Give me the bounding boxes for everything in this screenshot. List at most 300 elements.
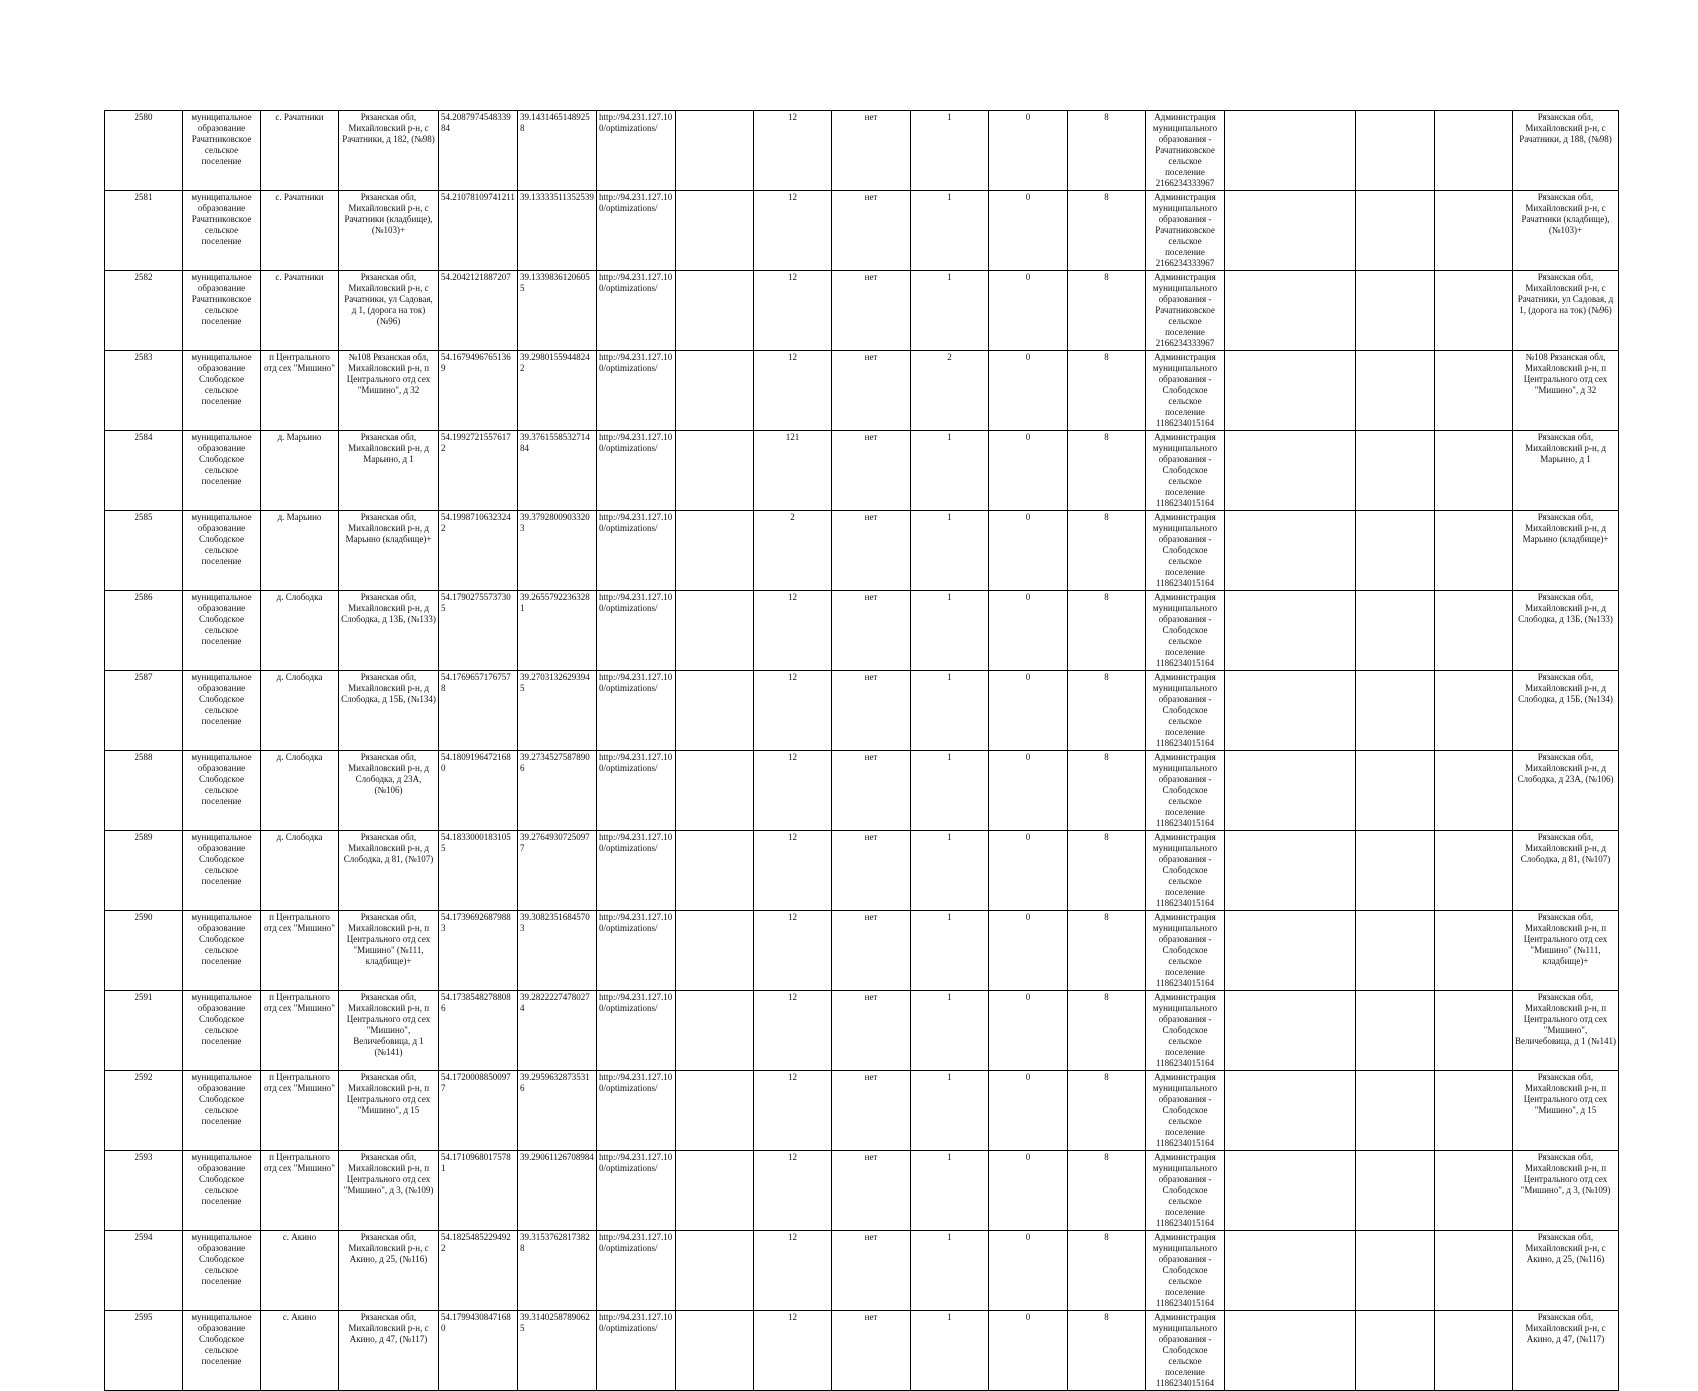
cell-longitude: 39.30823516845703	[518, 911, 597, 991]
cell-latitude: 54.17109680175781	[439, 1151, 518, 1231]
table-row	[105, 1071, 1619, 1151]
cell-empty	[1435, 1071, 1513, 1151]
cell-empty	[676, 1151, 754, 1231]
cell-owner: Администрация муниципального образования - Рачатниковское сельское поселение 2166234333967	[1146, 191, 1225, 271]
cell-containers: 1	[911, 111, 989, 191]
cell-cover: нет	[832, 271, 911, 351]
cell-cover: нет	[832, 511, 911, 591]
cell-cover: нет	[832, 1311, 911, 1391]
cell-empty	[1225, 271, 1356, 351]
cell-empty	[1225, 991, 1356, 1071]
cell-source-address: Рязанская обл, Михайловский р-н, п Центрального отд сех "Мишино" (№111, кладбище)+	[1513, 911, 1619, 991]
cell-link: http://94.231.127.100/optimizations/	[597, 751, 676, 831]
cell-latitude: 54.17385482788086	[439, 991, 518, 1071]
cell-area: 121	[754, 431, 832, 511]
cell-area: 12	[754, 1071, 832, 1151]
cell-link: http://94.231.127.100/optimizations/	[597, 351, 676, 431]
cell-empty	[1225, 351, 1356, 431]
cell-number: 2586	[105, 591, 183, 671]
cell-planned: 0	[989, 751, 1068, 831]
cell-municipality: муниципальное образование Слободское сельское поселение	[183, 911, 261, 991]
cell-source-address: Рязанская обл, Михайловский р-н, д Слободка, д 13Б, (№133)	[1513, 591, 1619, 671]
cell-latitude: 54.17994308471680	[439, 1311, 518, 1391]
cell-planned: 0	[989, 351, 1068, 431]
cell-empty	[1356, 831, 1435, 911]
cell-planned: 0	[989, 271, 1068, 351]
cell-owner: Администрация муниципального образования - Слободское сельское поселение 1186234015164	[1146, 1151, 1225, 1231]
cell-owner: Администрация муниципального образования - Слободское сельское поселение 1186234015164	[1146, 351, 1225, 431]
cell-cover: нет	[832, 751, 911, 831]
cell-owner: Администрация муниципального образования - Слободское сельское поселение 1186234015164	[1146, 831, 1225, 911]
cell-empty	[1435, 751, 1513, 831]
cell-empty	[676, 1231, 754, 1311]
cell-locality: д. Марьино	[261, 431, 339, 511]
cell-empty	[1356, 591, 1435, 671]
cell-municipality: муниципальное образование Слободское сельское поселение	[183, 511, 261, 591]
cell-address: Рязанская обл, Михайловский р-н, д Марьино, д 1	[339, 431, 439, 511]
cell-latitude: 54.18330001831055	[439, 831, 518, 911]
cell-empty	[1225, 1151, 1356, 1231]
cell-empty	[1435, 911, 1513, 991]
cell-locality: п Центрального отд сех "Мишино"	[261, 1071, 339, 1151]
table-row	[105, 591, 1619, 671]
cell-containers: 1	[911, 1151, 989, 1231]
cell-volume: 8	[1068, 1071, 1146, 1151]
cell-address: Рязанская обл, Михайловский р-н, с Рачатники, д 182, (№98)	[339, 111, 439, 191]
cell-municipality: муниципальное образование Слободское сельское поселение	[183, 991, 261, 1071]
cell-owner: Администрация муниципального образования - Рачатниковское сельское поселение 2166234333967	[1146, 111, 1225, 191]
cell-address: Рязанская обл, Михайловский р-н, д Слободка, д 81, (№107)	[339, 831, 439, 911]
cell-empty	[1225, 1231, 1356, 1311]
cell-area: 12	[754, 591, 832, 671]
cell-empty	[1356, 1151, 1435, 1231]
cell-longitude: 39.31402587890625	[518, 1311, 597, 1391]
cell-empty	[1356, 351, 1435, 431]
cell-empty	[1225, 911, 1356, 991]
cell-volume: 8	[1068, 351, 1146, 431]
cell-empty	[676, 671, 754, 751]
cell-owner: Администрация муниципального образования - Слободское сельское поселение 1186234015164	[1146, 1071, 1225, 1151]
cell-area: 12	[754, 1231, 832, 1311]
cell-number: 2595	[105, 1311, 183, 1391]
cell-latitude: 54.16794967651369	[439, 351, 518, 431]
cell-cover: нет	[832, 351, 911, 431]
cell-area: 12	[754, 1311, 832, 1391]
cell-source-address: Рязанская обл, Михайловский р-н, д Слободка, д 23А, (№106)	[1513, 751, 1619, 831]
cell-empty	[1356, 991, 1435, 1071]
cell-source-address: Рязанская обл, Михайловский р-н, п Центрального отд сех "Мишино", д 15	[1513, 1071, 1619, 1151]
table-row	[105, 831, 1619, 911]
cell-longitude: 39.27649307250977	[518, 831, 597, 911]
cell-source-address: Рязанская обл, Михайловский р-н, с Рачатники (кладбище), (№103)+	[1513, 191, 1619, 271]
cell-empty	[1356, 511, 1435, 591]
cell-longitude: 39.27345275878906	[518, 751, 597, 831]
cell-source-address: Рязанская обл, Михайловский р-н, с Рачатники, д 188, (№98)	[1513, 111, 1619, 191]
cell-empty	[1435, 991, 1513, 1071]
cell-address: Рязанская обл, Михайловский р-н, с Акино, д 25, (№116)	[339, 1231, 439, 1311]
cell-longitude: 39.27031326293945	[518, 671, 597, 751]
table-row	[105, 1311, 1619, 1391]
cell-cover: нет	[832, 1071, 911, 1151]
cell-containers: 1	[911, 831, 989, 911]
cell-number: 2581	[105, 191, 183, 271]
cell-locality: д. Слободка	[261, 591, 339, 671]
cell-source-address: Рязанская обл, Михайловский р-н, п Центрального отд сех "Мишино", д 3, (№109)	[1513, 1151, 1619, 1231]
cell-locality: д. Слободка	[261, 751, 339, 831]
cell-planned: 0	[989, 431, 1068, 511]
cell-municipality: муниципальное образование Слободское сельское поселение	[183, 1231, 261, 1311]
cell-source-address: Рязанская обл, Михайловский р-н, д Слободка, д 81, (№107)	[1513, 831, 1619, 911]
cell-latitude: 54.18091964721680	[439, 751, 518, 831]
cell-number: 2590	[105, 911, 183, 991]
cell-address: Рязанская обл, Михайловский р-н, п Центрального отд сех "Мишино", д 15	[339, 1071, 439, 1151]
cell-source-address: Рязанская обл, Михайловский р-н, с Акино, д 25, (№116)	[1513, 1231, 1619, 1311]
cell-area: 12	[754, 671, 832, 751]
cell-empty	[1356, 911, 1435, 991]
cell-owner: Администрация муниципального образования - Слободское сельское поселение 1186234015164	[1146, 671, 1225, 751]
cell-containers: 1	[911, 671, 989, 751]
cell-address: №108 Рязанская обл, Михайловский р-н, п Центрального отд сех "Мишино", д 32	[339, 351, 439, 431]
table-row	[105, 271, 1619, 351]
cell-area: 2	[754, 511, 832, 591]
cell-volume: 8	[1068, 111, 1146, 191]
cell-planned: 0	[989, 511, 1068, 591]
cell-longitude: 39.26557922363281	[518, 591, 597, 671]
cell-empty	[676, 1311, 754, 1391]
cell-owner: Администрация муниципального образования - Слободское сельское поселение 1186234015164	[1146, 991, 1225, 1071]
cell-empty	[1435, 1231, 1513, 1311]
cell-link: http://94.231.127.100/optimizations/	[597, 431, 676, 511]
cell-planned: 0	[989, 1311, 1068, 1391]
cell-volume: 8	[1068, 511, 1146, 591]
table-row	[105, 111, 1619, 191]
cell-link: http://94.231.127.100/optimizations/	[597, 511, 676, 591]
cell-latitude: 54.19987106323242	[439, 511, 518, 591]
cell-area: 12	[754, 271, 832, 351]
cell-containers: 1	[911, 431, 989, 511]
cell-municipality: муниципальное образование Слободское сельское поселение	[183, 591, 261, 671]
cell-volume: 8	[1068, 671, 1146, 751]
cell-source-address: Рязанская обл, Михайловский р-н, д Слободка, д 15Б, (№134)	[1513, 671, 1619, 751]
cell-address: Рязанская обл, Михайловский р-н, д Слободка, д 13Б, (№133)	[339, 591, 439, 671]
cell-empty	[1356, 1231, 1435, 1311]
cell-longitude: 39.31537628173828	[518, 1231, 597, 1311]
cell-empty	[1435, 671, 1513, 751]
cell-empty	[1356, 1071, 1435, 1151]
cell-empty	[676, 911, 754, 991]
cell-empty	[676, 351, 754, 431]
cell-empty	[1225, 671, 1356, 751]
document-page	[104, 110, 1616, 1391]
cell-empty	[1435, 111, 1513, 191]
cell-empty	[676, 271, 754, 351]
cell-planned: 0	[989, 591, 1068, 671]
cell-owner: Администрация муниципального образования - Слободское сельское поселение 1186234015164	[1146, 591, 1225, 671]
cell-planned: 0	[989, 111, 1068, 191]
cell-link: http://94.231.127.100/optimizations/	[597, 911, 676, 991]
cell-containers: 1	[911, 271, 989, 351]
cell-longitude: 39.14314651489258	[518, 111, 597, 191]
cell-locality: п Центрального отд сех "Мишино"	[261, 991, 339, 1071]
cell-area: 12	[754, 111, 832, 191]
cell-municipality: муниципальное образование Слободское сельское поселение	[183, 1151, 261, 1231]
cell-locality: д. Марьино	[261, 511, 339, 591]
cell-empty	[1435, 351, 1513, 431]
cell-empty	[1435, 431, 1513, 511]
cell-containers: 1	[911, 591, 989, 671]
cell-empty	[1356, 671, 1435, 751]
cell-area: 12	[754, 831, 832, 911]
cell-owner: Администрация муниципального образования - Слободское сельское поселение 1186234015164	[1146, 1311, 1225, 1391]
cell-planned: 0	[989, 1231, 1068, 1311]
cell-empty	[1225, 1071, 1356, 1151]
cell-empty	[676, 591, 754, 671]
cell-link: http://94.231.127.100/optimizations/	[597, 1071, 676, 1151]
cell-locality: с. Акино	[261, 1311, 339, 1391]
cell-address: Рязанская обл, Михайловский р-н, д Слободка, д 23А, (№106)	[339, 751, 439, 831]
cell-longitude: 39.29596328735316	[518, 1071, 597, 1151]
cell-municipality: муниципальное образование Слободское сельское поселение	[183, 1071, 261, 1151]
cell-number: 2589	[105, 831, 183, 911]
cell-owner: Администрация муниципального образования - Слободское сельское поселение 1186234015164	[1146, 511, 1225, 591]
cell-link: http://94.231.127.100/optimizations/	[597, 271, 676, 351]
cell-empty	[1435, 831, 1513, 911]
cell-planned: 0	[989, 1071, 1068, 1151]
cell-number: 2593	[105, 1151, 183, 1231]
cell-cover: нет	[832, 1231, 911, 1311]
cell-empty	[1225, 1311, 1356, 1391]
cell-locality: п Центрального отд сех "Мишино"	[261, 351, 339, 431]
table-row	[105, 911, 1619, 991]
cell-source-address: Рязанская обл, Михайловский р-н, д Марьино (кладбище)+	[1513, 511, 1619, 591]
cell-empty	[676, 1071, 754, 1151]
cell-latitude: 54.17200088500977	[439, 1071, 518, 1151]
cell-source-address: №108 Рязанская обл, Михайловский р-н, п Центрального отд сех "Мишино", д 32	[1513, 351, 1619, 431]
cell-number: 2580	[105, 111, 183, 191]
cell-planned: 0	[989, 831, 1068, 911]
cell-empty	[1225, 431, 1356, 511]
cell-empty	[1356, 111, 1435, 191]
cell-number: 2584	[105, 431, 183, 511]
cell-link: http://94.231.127.100/optimizations/	[597, 1311, 676, 1391]
cell-cover: нет	[832, 671, 911, 751]
cell-empty	[1435, 591, 1513, 671]
cell-owner: Администрация муниципального образования - Слободское сельское поселение 1186234015164	[1146, 911, 1225, 991]
cell-containers: 2	[911, 351, 989, 431]
cell-area: 12	[754, 351, 832, 431]
cell-municipality: муниципальное образование Рачатниковское сельское поселение	[183, 191, 261, 271]
cell-planned: 0	[989, 191, 1068, 271]
cell-municipality: муниципальное образование Слободское сельское поселение	[183, 351, 261, 431]
cell-empty	[1435, 1311, 1513, 1391]
cell-locality: д. Слободка	[261, 831, 339, 911]
cell-volume: 8	[1068, 591, 1146, 671]
cell-volume: 8	[1068, 831, 1146, 911]
cell-cover: нет	[832, 991, 911, 1071]
cell-planned: 0	[989, 911, 1068, 991]
cell-address: Рязанская обл, Михайловский р-н, п Центрального отд сех "Мишино" (№111, кладбище)+	[339, 911, 439, 991]
cell-locality: с. Рачатники	[261, 111, 339, 191]
cell-empty	[1225, 831, 1356, 911]
table-row	[105, 751, 1619, 831]
cell-planned: 0	[989, 671, 1068, 751]
cell-number: 2587	[105, 671, 183, 751]
cell-owner: Администрация муниципального образования - Рачатниковское сельское поселение 2166234333967	[1146, 271, 1225, 351]
cell-locality: п Центрального отд сех "Мишино"	[261, 1151, 339, 1231]
cell-municipality: муниципальное образование Слободское сельское поселение	[183, 671, 261, 751]
cell-volume: 8	[1068, 911, 1146, 991]
cell-longitude: 39.37928009033203	[518, 511, 597, 591]
cell-latitude: 54.21078109741211	[439, 191, 518, 271]
table-row	[105, 1151, 1619, 1231]
cell-empty	[676, 111, 754, 191]
cell-link: http://94.231.127.100/optimizations/	[597, 191, 676, 271]
cell-municipality: муниципальное образование Рачатниковское сельское поселение	[183, 271, 261, 351]
cell-address: Рязанская обл, Михайловский р-н, с Рачатники (кладбище), (№103)+	[339, 191, 439, 271]
cell-owner: Администрация муниципального образования - Слободское сельское поселение 1186234015164	[1146, 1231, 1225, 1311]
cell-cover: нет	[832, 431, 911, 511]
cell-containers: 1	[911, 1231, 989, 1311]
cell-address: Рязанская обл, Михайловский р-н, д Слободка, д 15Б, (№134)	[339, 671, 439, 751]
cell-area: 12	[754, 1151, 832, 1231]
cell-planned: 0	[989, 1151, 1068, 1231]
cell-cover: нет	[832, 191, 911, 271]
cell-number: 2582	[105, 271, 183, 351]
cell-volume: 8	[1068, 1311, 1146, 1391]
table-row	[105, 1231, 1619, 1311]
cell-empty	[1356, 751, 1435, 831]
cell-address: Рязанская обл, Михайловский р-н, с Рачатники, ул Садовая, д 1, (дорога на ток) (№96)	[339, 271, 439, 351]
cell-number: 2594	[105, 1231, 183, 1311]
cell-number: 2583	[105, 351, 183, 431]
cell-empty	[676, 431, 754, 511]
cell-empty	[676, 991, 754, 1071]
cell-empty	[1225, 191, 1356, 271]
cell-latitude: 54.18254852294922	[439, 1231, 518, 1311]
cell-volume: 8	[1068, 431, 1146, 511]
cell-volume: 8	[1068, 191, 1146, 271]
cell-empty	[1356, 431, 1435, 511]
cell-empty	[1356, 271, 1435, 351]
cell-address: Рязанская обл, Михайловский р-н, д Марьино (кладбище)+	[339, 511, 439, 591]
cell-longitude: 39.29801559448242	[518, 351, 597, 431]
cell-latitude: 54.17696571767578	[439, 671, 518, 751]
cell-number: 2588	[105, 751, 183, 831]
cell-longitude: 39.376155853271484	[518, 431, 597, 511]
cell-longitude: 39.29061126708984	[518, 1151, 597, 1231]
cell-locality: с. Акино	[261, 1231, 339, 1311]
cell-containers: 1	[911, 1071, 989, 1151]
cell-empty	[676, 191, 754, 271]
cell-municipality: муниципальное образование Рачатниковское сельское поселение	[183, 111, 261, 191]
cell-latitude: 54.17902755737305	[439, 591, 518, 671]
cell-link: http://94.231.127.100/optimizations/	[597, 831, 676, 911]
cell-latitude: 54.2042121887207	[439, 271, 518, 351]
cell-area: 12	[754, 911, 832, 991]
cell-cover: нет	[832, 911, 911, 991]
cell-containers: 1	[911, 191, 989, 271]
cell-link: http://94.231.127.100/optimizations/	[597, 671, 676, 751]
cell-municipality: муниципальное образование Слободское сельское поселение	[183, 431, 261, 511]
cell-link: http://94.231.127.100/optimizations/	[597, 111, 676, 191]
cell-longitude: 39.28222274780274	[518, 991, 597, 1071]
cell-volume: 8	[1068, 991, 1146, 1071]
cell-locality: д. Слободка	[261, 671, 339, 751]
cell-empty	[676, 831, 754, 911]
cell-empty	[1225, 591, 1356, 671]
cell-longitude: 39.13333511352539	[518, 191, 597, 271]
cell-empty	[1435, 1151, 1513, 1231]
cell-area: 12	[754, 751, 832, 831]
cell-empty	[1356, 1311, 1435, 1391]
cell-containers: 1	[911, 911, 989, 991]
cell-source-address: Рязанская обл, Михайловский р-н, д Марьино, д 1	[1513, 431, 1619, 511]
cell-latitude: 54.208797454833984	[439, 111, 518, 191]
cell-empty	[1225, 751, 1356, 831]
registry-table	[104, 110, 1619, 1391]
cell-empty	[1356, 191, 1435, 271]
cell-volume: 8	[1068, 751, 1146, 831]
cell-containers: 1	[911, 1311, 989, 1391]
cell-volume: 8	[1068, 271, 1146, 351]
cell-area: 12	[754, 191, 832, 271]
cell-link: http://94.231.127.100/optimizations/	[597, 591, 676, 671]
cell-latitude: 54.19927215576172	[439, 431, 518, 511]
table-row	[105, 431, 1619, 511]
table-row	[105, 351, 1619, 431]
cell-link: http://94.231.127.100/optimizations/	[597, 991, 676, 1071]
cell-cover: нет	[832, 591, 911, 671]
cell-latitude: 54.17396926879883	[439, 911, 518, 991]
cell-longitude: 39.13398361206055	[518, 271, 597, 351]
cell-empty	[676, 511, 754, 591]
cell-cover: нет	[832, 1151, 911, 1231]
cell-source-address: Рязанская обл, Михайловский р-н, с Акино, д 47, (№117)	[1513, 1311, 1619, 1391]
table-row	[105, 511, 1619, 591]
cell-municipality: муниципальное образование Слободское сельское поселение	[183, 751, 261, 831]
cell-link: http://94.231.127.100/optimizations/	[597, 1151, 676, 1231]
table-row	[105, 191, 1619, 271]
cell-planned: 0	[989, 991, 1068, 1071]
cell-number: 2585	[105, 511, 183, 591]
cell-empty	[676, 751, 754, 831]
registry-table-body	[105, 111, 1619, 1391]
table-row	[105, 671, 1619, 751]
cell-number: 2592	[105, 1071, 183, 1151]
cell-containers: 1	[911, 511, 989, 591]
cell-address: Рязанская обл, Михайловский р-н, п Центрального отд сех "Мишино", Величебовица, д 1 (№141)	[339, 991, 439, 1071]
cell-address: Рязанская обл, Михайловский р-н, с Акино, д 47, (№117)	[339, 1311, 439, 1391]
cell-cover: нет	[832, 831, 911, 911]
cell-cover: нет	[832, 111, 911, 191]
cell-source-address: Рязанская обл, Михайловский р-н, с Рачатники, ул Садовая, д 1, (дорога на ток) (№96)	[1513, 271, 1619, 351]
cell-volume: 8	[1068, 1151, 1146, 1231]
cell-number: 2591	[105, 991, 183, 1071]
cell-owner: Администрация муниципального образования - Слободское сельское поселение 1186234015164	[1146, 431, 1225, 511]
cell-volume: 8	[1068, 1231, 1146, 1311]
cell-locality: с. Рачатники	[261, 191, 339, 271]
cell-empty	[1435, 271, 1513, 351]
table-row	[105, 991, 1619, 1071]
cell-containers: 1	[911, 991, 989, 1071]
cell-locality: с. Рачатники	[261, 271, 339, 351]
cell-municipality: муниципальное образование Слободское сельское поселение	[183, 831, 261, 911]
cell-containers: 1	[911, 751, 989, 831]
cell-address: Рязанская обл, Михайловский р-н, п Центрального отд сех "Мишино", д 3, (№109)	[339, 1151, 439, 1231]
cell-empty	[1435, 191, 1513, 271]
cell-source-address: Рязанская обл, Михайловский р-н, п Центрального отд сех "Мишино", Величебовица, д 1 (№141)	[1513, 991, 1619, 1071]
cell-empty	[1225, 111, 1356, 191]
